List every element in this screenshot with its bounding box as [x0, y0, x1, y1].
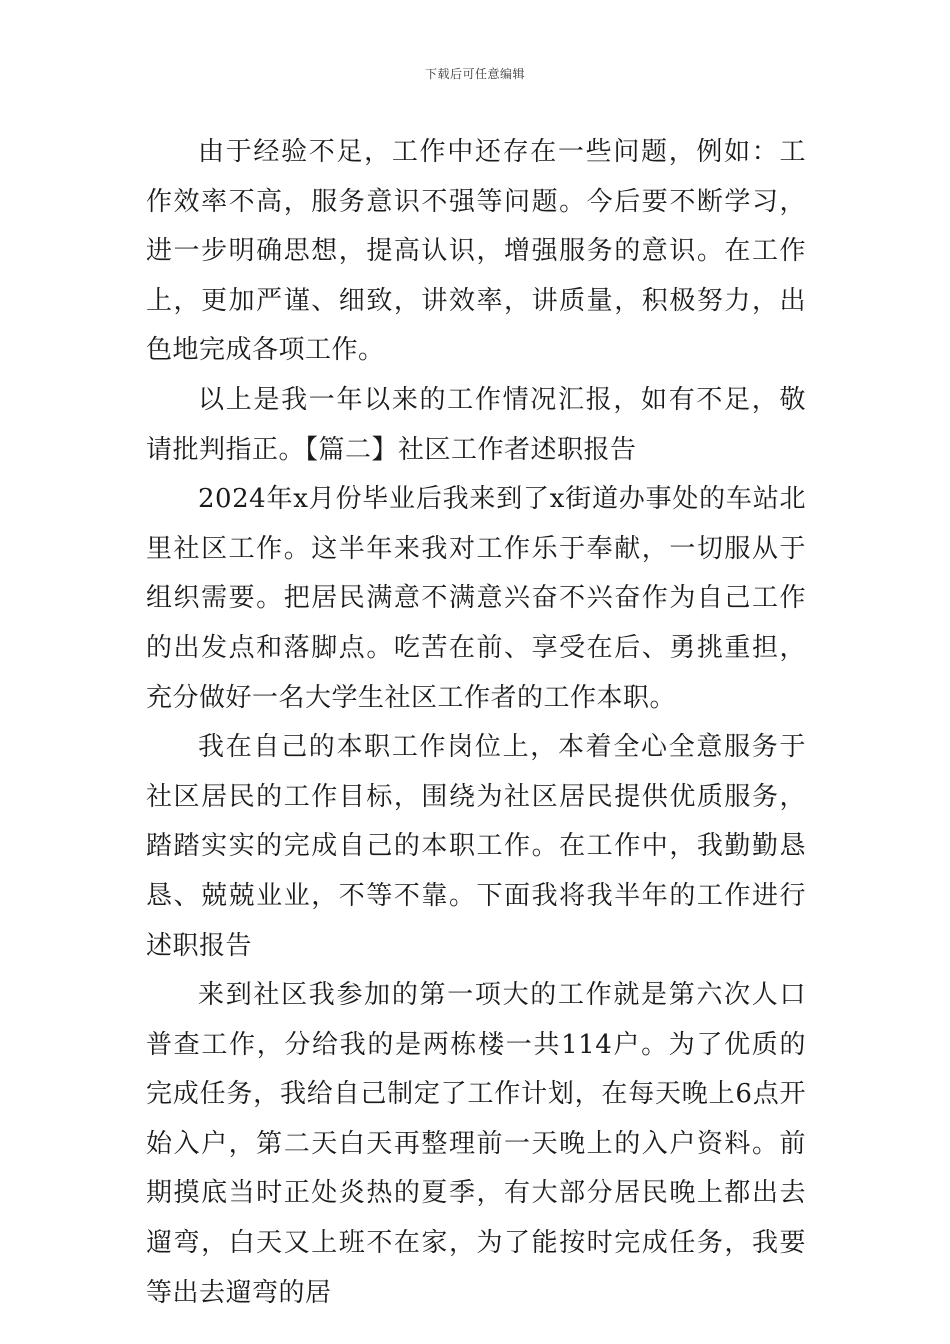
document-body [146, 128, 806, 1318]
paragraph: 以上是我一年以来的工作情况汇报，如有不足，敬请批判指正。【篇二】社区工作者述职报告 [146, 384, 806, 465]
page-header: 下载后可任意编辑 [424, 67, 525, 81]
paragraph: 来到社区我参加的第一项大的工作就是第六次人口普查工作，分给我的是两栋楼一共114户。为了优质的完成任务，我给自己制定了工作计划，在每天晚上6点开始入户，第二天白天再整理前一天晚上的入户资料。前期摸底当时正处炎热的夏季，有大部分居民晚上都出去遛弯，白天又上班不在家，为了能按时完成任务，我要等出去遛弯的居 [146, 980, 806, 1308]
paragraph: 由于经验不足，工作中还存在一些问题，例如：工作效率不高，服务意识不强等问题。今后要不断学习，进一步明确思想，提高认识，增强服务的意识。在工作上，更加严谨、细致，讲效率，讲质量，积极努力，出色地完成各项工作。 [146, 137, 806, 366]
paragraph: 2024年x月份毕业后我来到了x街道办事处的车站北里社区工作。这半年来我对工作乐于奉献，一切服从于组织需要。把居民满意不满意兴奋不兴奋作为自己工作的出发点和落脚点。吃苦在前、享受在后、勇挑重担，充分做好一名大学生社区工作者的工作本职。 [146, 484, 806, 713]
paragraph: 我在自己的本职工作岗位上，本着全心全意服务于社区居民的工作目标，围绕为社区居民提供优质服务，踏踏实实的完成自己的本职工作。在工作中，我勤勤恳恳、兢兢业业，不等不靠。下面我将我半年的工作进行述职报告 [146, 732, 806, 961]
